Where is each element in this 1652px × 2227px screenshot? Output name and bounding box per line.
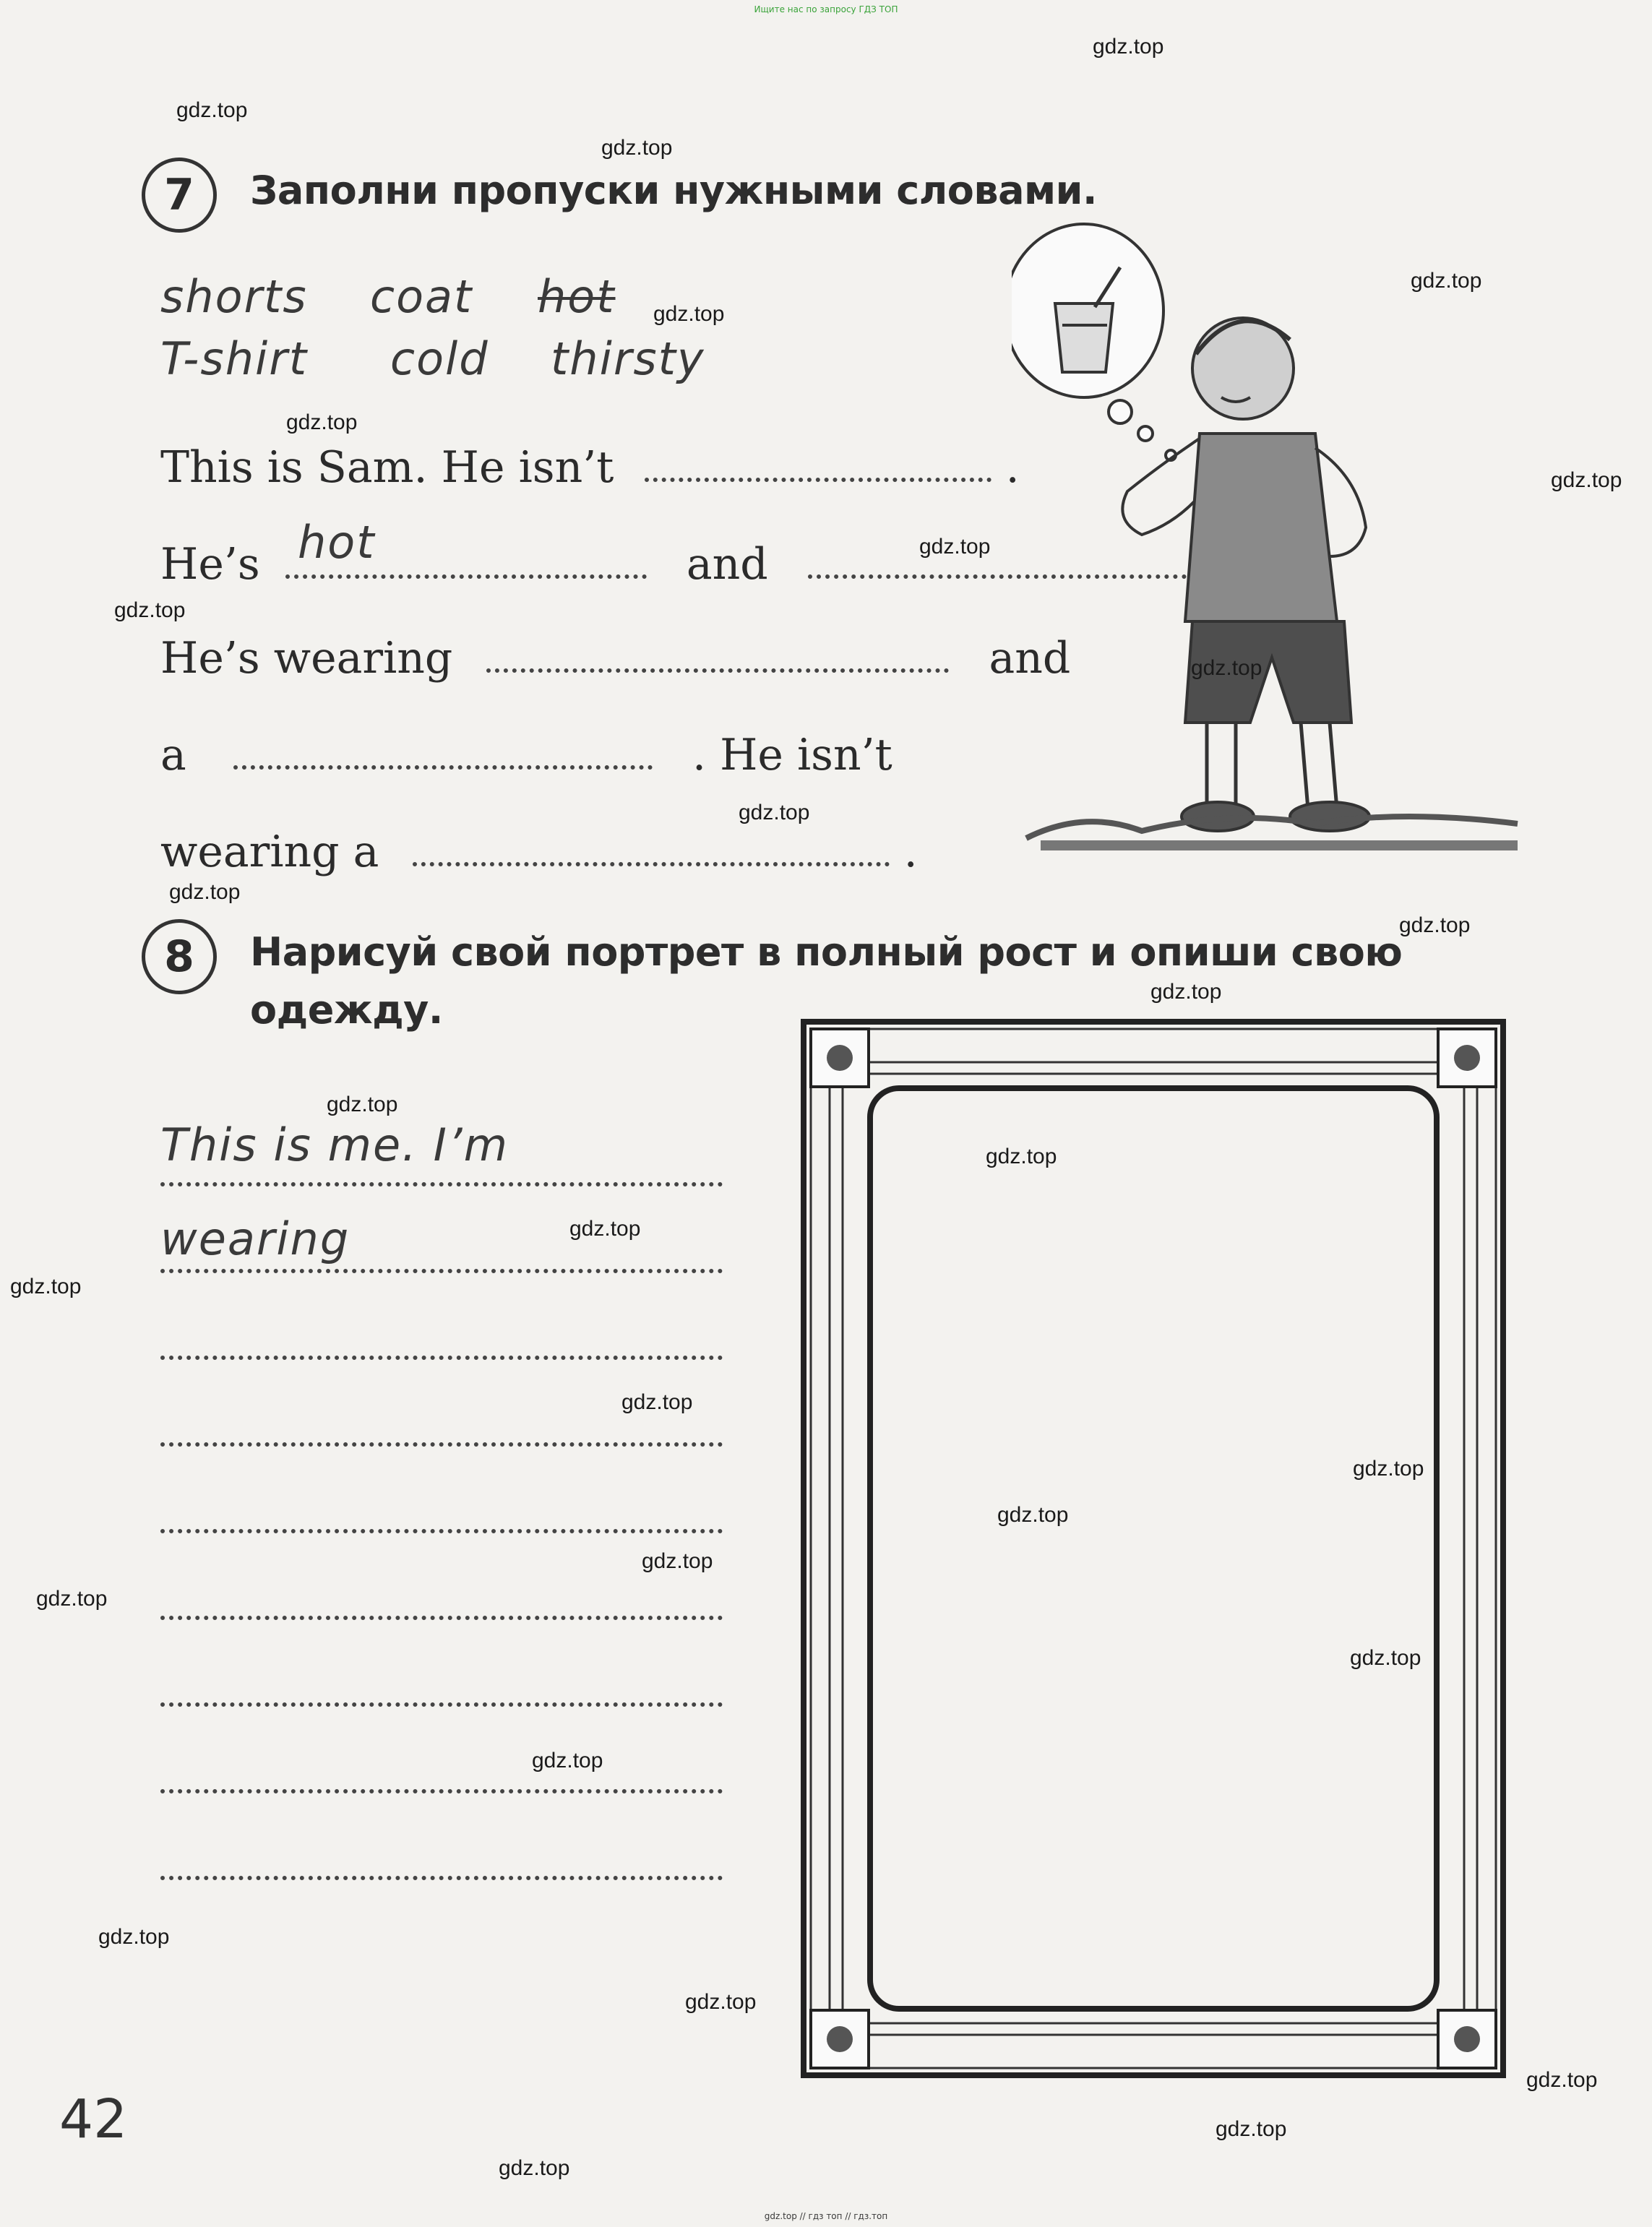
blank-5[interactable] [233, 765, 653, 770]
watermark[interactable]: gdz.top [169, 880, 241, 904]
writing-line-7[interactable] [160, 1702, 723, 1707]
sentence-line-5-text: wearing a [160, 827, 379, 877]
writing-line-3[interactable] [160, 1356, 723, 1360]
watermark[interactable]: gdz.top [1526, 2068, 1598, 2092]
writing-line-4[interactable] [160, 1442, 723, 1447]
writing-line-2[interactable] [160, 1269, 723, 1273]
page-number: 42 [59, 2088, 128, 2150]
bottom-footer[interactable]: gdz.top // гдз топ // гдз.топ [764, 2211, 888, 2221]
handwritten-line-2: wearing [160, 1212, 350, 1265]
watermark[interactable]: gdz.top [1411, 269, 1482, 293]
watermark[interactable]: gdz.top [1399, 913, 1471, 937]
sentence-line-1-text: This is Sam. He isn’t [160, 442, 614, 493]
sentence-line-1: This is Sam. He isn’t . [160, 442, 1020, 493]
sentence-line-5: wearing a . [160, 827, 918, 877]
watermark[interactable]: gdz.top [1350, 1646, 1421, 1670]
sentence-line-3-end: and [989, 633, 1071, 684]
handwritten-line-1: This is me. I’m [160, 1119, 509, 1171]
watermark[interactable]: gdz.top [569, 1217, 641, 1241]
watermark[interactable]: gdz.top [532, 1749, 603, 1772]
watermark[interactable]: gdz.top [1093, 35, 1164, 59]
watermark[interactable]: gdz.top [10, 1275, 82, 1298]
watermark[interactable]: gdz.top [286, 410, 358, 434]
writing-line-8[interactable] [160, 1789, 723, 1793]
watermark[interactable]: gdz.top [1150, 980, 1222, 1004]
watermark[interactable]: gdz.top [997, 1503, 1069, 1527]
writing-line-5[interactable] [160, 1529, 723, 1533]
sentence-line-4-end: . He isn’t [692, 730, 892, 780]
watermark[interactable]: gdz.top [1551, 468, 1622, 492]
word-bank-cold: cold [390, 332, 489, 385]
watermark[interactable]: gdz.top [685, 1990, 757, 2014]
watermark[interactable]: gdz.top [739, 801, 810, 824]
watermark[interactable]: gdz.top [621, 1390, 693, 1414]
watermark[interactable]: gdz.top [114, 598, 186, 622]
writing-line-1[interactable] [160, 1182, 723, 1186]
writing-line-9[interactable] [160, 1876, 723, 1880]
exercise-8-title-line1: Нарисуй свой портрет в полный рост и опиши свою [250, 929, 1403, 975]
word-bank-hot: hot [538, 270, 616, 323]
handwritten-answer-hot: hot [298, 516, 376, 569]
sentence-line-2-mid: and [686, 539, 768, 590]
word-bank-tshirt: T-shirt [160, 332, 309, 385]
exercise-8-number: 8 [142, 919, 217, 994]
sentence-line-3 [160, 633, 1070, 684]
word-bank-coat: coat [370, 270, 473, 323]
sentence-line-2-start: He’s [160, 539, 260, 590]
blank-4[interactable] [486, 668, 949, 673]
watermark[interactable]: gdz.top [986, 1145, 1057, 1168]
thirsty-boy-illustration [1012, 217, 1532, 853]
top-banner[interactable]: Ищите нас по запросу ГДЗ ТОП [754, 4, 898, 14]
watermark[interactable]: gdz.top [36, 1587, 108, 1611]
exercise-8-title-line2: одежду. [250, 987, 443, 1033]
watermark[interactable]: gdz.top [642, 1549, 713, 1573]
blank-2[interactable] [285, 574, 647, 579]
word-bank-thirsty: thirsty [551, 332, 705, 385]
portrait-frame[interactable] [801, 1019, 1506, 2078]
exercise-7-title: Заполни пропуски нужными словами. [250, 168, 1098, 213]
watermark[interactable]: gdz.top [176, 98, 248, 122]
exercise-7-number: 7 [142, 158, 217, 233]
watermark[interactable]: gdz.top [1191, 656, 1262, 680]
watermark[interactable]: gdz.top [327, 1093, 398, 1116]
watermark[interactable]: gdz.top [653, 302, 725, 326]
word-bank-shorts: shorts [160, 270, 308, 323]
watermark[interactable]: gdz.top [98, 1925, 170, 1949]
sentence-line-4-start: a [160, 730, 186, 780]
writing-line-6[interactable] [160, 1616, 723, 1620]
watermark[interactable]: gdz.top [1216, 2117, 1287, 2141]
blank-6[interactable] [413, 862, 890, 866]
sentence-line-4 [160, 730, 892, 780]
watermark[interactable]: gdz.top [1353, 1457, 1424, 1481]
watermark[interactable]: gdz.top [601, 136, 673, 160]
watermark[interactable]: gdz.top [919, 535, 991, 559]
watermark[interactable]: gdz.top [499, 2156, 570, 2180]
blank-1[interactable] [645, 478, 991, 482]
sentence-line-3-text: He’s wearing [160, 633, 453, 684]
